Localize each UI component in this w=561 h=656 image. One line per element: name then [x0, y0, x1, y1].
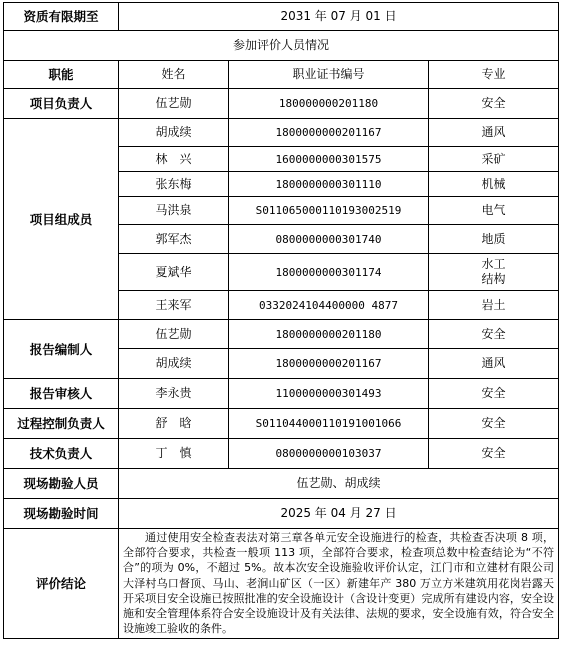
site-inspectors-label: 现场勘验人员: [4, 469, 119, 499]
member-cert: 1800000000301110: [229, 172, 429, 197]
member-cert: S011065000110193002519: [229, 197, 429, 225]
member-name: 舒 晗: [119, 409, 229, 439]
header-cert: 职业证书编号: [229, 61, 429, 89]
member-major: 机械: [429, 172, 559, 197]
member-name: 胡成续: [119, 349, 229, 379]
member-name: 林 兴: [119, 147, 229, 172]
member-name: 王来军: [119, 291, 229, 320]
member-name: 丁 慎: [119, 439, 229, 469]
member-name: 马洪泉: [119, 197, 229, 225]
member-cert: 0800000000301740: [229, 225, 429, 254]
member-cert: 1800000000201167: [229, 119, 429, 147]
member-cert: 1800000000301174: [229, 254, 429, 291]
member-name: 张东梅: [119, 172, 229, 197]
member-name: 郭军杰: [119, 225, 229, 254]
member-cert: 1800000000201167: [229, 349, 429, 379]
member-major: 安全: [429, 439, 559, 469]
header-name: 姓名: [119, 61, 229, 89]
site-time-label: 现场勘验时间: [4, 499, 119, 529]
member-name: 伍艺勋: [119, 89, 229, 119]
member-cert: 1800000000201180: [229, 320, 429, 349]
site-inspectors-value: 伍艺勋、胡成续: [119, 469, 559, 499]
member-major: 岩土: [429, 291, 559, 320]
member-name: 夏斌华: [119, 254, 229, 291]
role-report-reviewer: 报告审核人: [4, 379, 119, 409]
member-cert: 0332024104400000 4877: [229, 291, 429, 320]
member-name: 伍艺勋: [119, 320, 229, 349]
member-major: 安全: [429, 409, 559, 439]
header-role: 职能: [4, 61, 119, 89]
member-major: 安全: [429, 320, 559, 349]
conclusion-label: 评价结论: [4, 529, 119, 639]
member-name: 李永贵: [119, 379, 229, 409]
role-tech-leader: 技术负责人: [4, 439, 119, 469]
member-major: 通风: [429, 119, 559, 147]
member-major: 电气: [429, 197, 559, 225]
member-cert: 180000000201180: [229, 89, 429, 119]
member-major: 安全: [429, 89, 559, 119]
member-major: 水工 结构: [429, 254, 559, 291]
site-time-value: 2025 年 04 月 27 日: [119, 499, 559, 529]
member-major: 安全: [429, 379, 559, 409]
section-title: 参加评价人员情况: [4, 31, 559, 61]
role-report-writer: 报告编制人: [4, 320, 119, 379]
member-major: 通风: [429, 349, 559, 379]
conclusion-text: 通过使用安全检查表法对第三章各单元安全设施进行的检查，共检查否决项 8 项，全部符合要求，共检查一般项 113 项，全部符合要求，检查项总数中检查结论为“不符合”的项为 0%，不超过 5%。故本次安全设施验收评价认定，江门市和立建材有限公司大泽村乌口督顶、马山、老涧山矿区（一区）新建年产 380 万立方米建筑用花岗岩露天开采项目安全设施已按照批准的安全设施设计（含设计变更）完成所有建设内容，安全设施和安全管理体系符合安全设施设计及有关法律、法规的要求，安全设施有效，符合安全设施竣工验收的条件。: [119, 529, 559, 639]
role-project-leader: 项目负责人: [4, 89, 119, 119]
header-major: 专业: [429, 61, 559, 89]
member-name: 胡成续: [119, 119, 229, 147]
member-cert: 0800000000103037: [229, 439, 429, 469]
role-project-members: 项目组成员: [4, 119, 119, 320]
member-cert: 1100000000301493: [229, 379, 429, 409]
member-major: 采矿: [429, 147, 559, 172]
member-cert: 1600000000301575: [229, 147, 429, 172]
member-major: 地质: [429, 225, 559, 254]
role-process-control: 过程控制负责人: [4, 409, 119, 439]
validity-value: 2031 年 07 月 01 日: [119, 3, 559, 31]
personnel-table: [3, 2, 559, 639]
member-cert: S011044000110191001066: [229, 409, 429, 439]
validity-label: 资质有限期至: [4, 3, 119, 31]
